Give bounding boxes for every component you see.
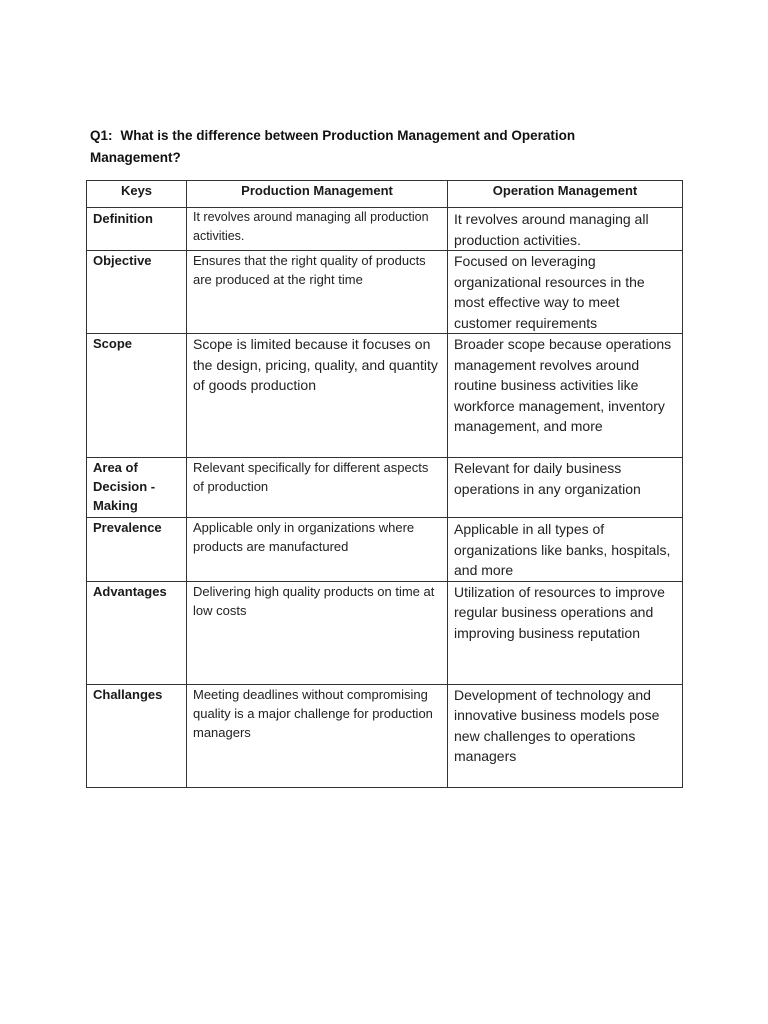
table-row-area-of-decision-making [87, 458, 683, 518]
row-production-cell: Relevant specifically for different aspects of production [187, 458, 448, 518]
table-row-scope [87, 334, 683, 458]
table-row-challanges [87, 684, 683, 787]
question-number: Q1: [90, 128, 113, 143]
row-production-cell: Applicable only in organizations where products are manufactured [187, 518, 448, 582]
row-key: Prevalence [87, 518, 187, 582]
header-production-management: Production Management [187, 181, 448, 208]
row-operation-cell: Applicable in all types of organizations like banks, hospitals, and more [448, 518, 683, 582]
table-header-row [87, 181, 683, 208]
table-row-objective [87, 251, 683, 334]
question-text: What is the difference between Production Management and Operation Management? [90, 128, 576, 165]
header-operation-management: Operation Management [448, 181, 683, 208]
row-key: Definition [87, 208, 187, 251]
row-production-cell: It revolves around managing all production activities. [187, 208, 448, 251]
row-key: Area of Decision - Making [87, 458, 187, 518]
row-production-cell: Scope is limited because it focuses on the design, pricing, quality, and quantity of goods production [187, 334, 448, 458]
table-row-prevalence [87, 518, 683, 582]
row-key: Objective [87, 251, 187, 334]
row-operation-cell: Utilization of resources to improve regular business operations and improving business reputation [448, 581, 683, 684]
comparison-table [86, 180, 683, 788]
row-key: Scope [87, 334, 187, 458]
row-operation-cell: Development of technology and innovative business models pose new challenges to operations managers [448, 684, 683, 787]
table-row-definition [87, 208, 683, 251]
table-row-advantages [87, 581, 683, 684]
question-heading [90, 125, 650, 169]
row-production-cell: Meeting deadlines without compromising quality is a major challenge for production managers [187, 684, 448, 787]
row-operation-cell: Broader scope because operations management revolves around routine business activities like workforce management, inventory management, and more [448, 334, 683, 458]
row-operation-cell: It revolves around managing all production activities. [448, 208, 683, 251]
row-key: Advantages [87, 581, 187, 684]
row-operation-cell: Focused on leveraging organizational resources in the most effective way to meet customer requirements [448, 251, 683, 334]
row-production-cell: Delivering high quality products on time at low costs [187, 581, 448, 684]
row-key: Challanges [87, 684, 187, 787]
row-operation-cell: Relevant for daily business operations in any organization [448, 458, 683, 518]
row-production-cell: Ensures that the right quality of products are produced at the right time [187, 251, 448, 334]
header-keys: Keys [87, 181, 187, 208]
